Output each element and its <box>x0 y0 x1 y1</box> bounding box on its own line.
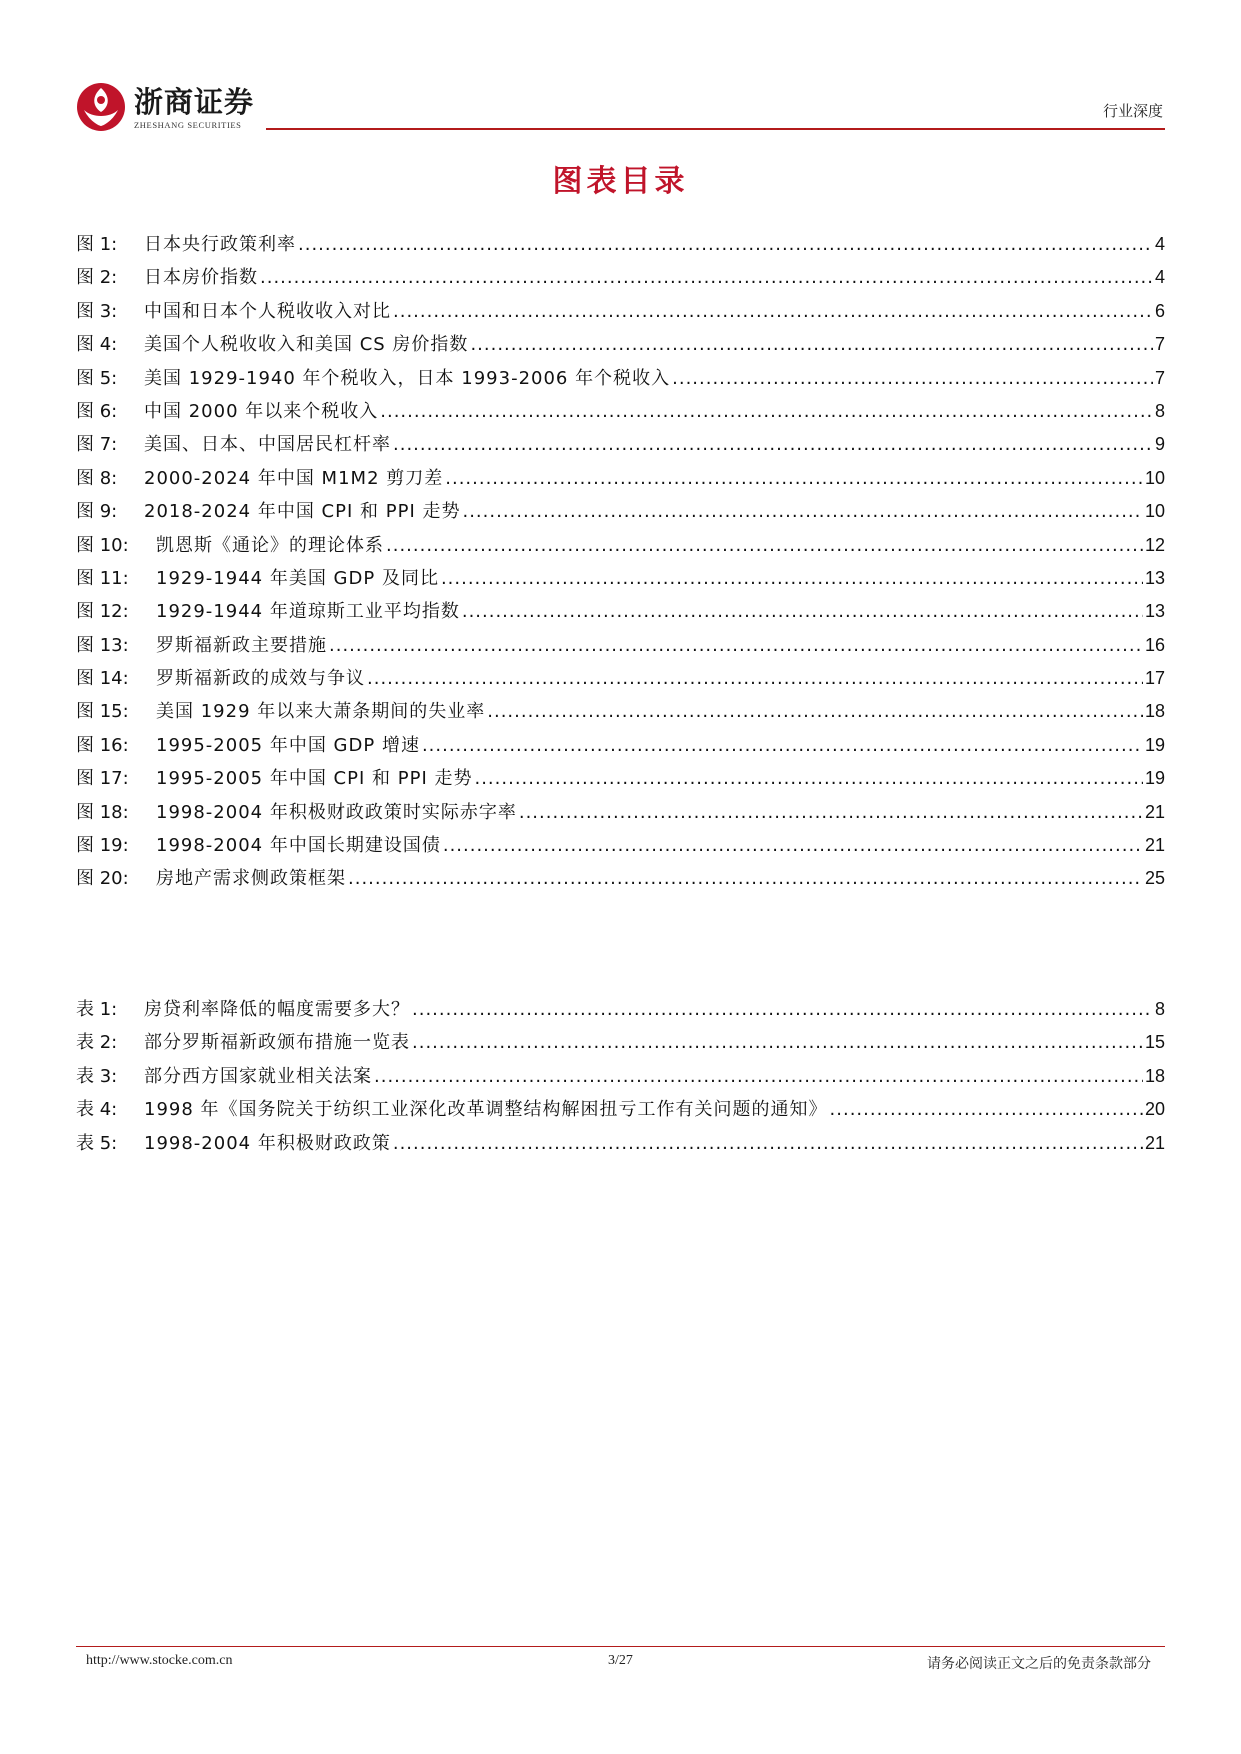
figure-toc-entry[interactable] <box>76 597 1165 630</box>
toc-entry-page[interactable]: 4 <box>1154 267 1165 288</box>
brand-logo <box>76 80 266 136</box>
toc-entry-label: 图 1: <box>76 234 118 255</box>
page-number: 3/27 <box>608 1653 633 1668</box>
figure-toc-entry[interactable] <box>76 697 1165 730</box>
toc-entry-title[interactable]: 罗斯福新政的成效与争议 <box>156 668 365 690</box>
figure-toc-entry[interactable] <box>76 564 1165 597</box>
toc-entry-label: 图 14: <box>76 668 129 690</box>
toc-dot-leader <box>329 635 1143 656</box>
toc-dot-leader <box>441 568 1143 589</box>
toc-entry-title[interactable]: 美国 1929-1940 年个税收入，日本 1993-2006 年个税收入 <box>144 367 671 389</box>
toc-dot-leader <box>393 434 1153 455</box>
brand-name-en: ZHESHANG SECURITIES <box>134 120 242 130</box>
toc-dot-leader <box>445 468 1143 489</box>
figure-toc-entry[interactable] <box>76 731 1165 764</box>
toc-entry-label: 图 18: <box>76 801 129 823</box>
figure-toc-entry[interactable] <box>76 464 1165 497</box>
toc-entry-page[interactable]: 4 <box>1154 234 1165 254</box>
toc-dot-leader <box>412 1032 1143 1053</box>
toc-entry-page[interactable]: 18 <box>1144 701 1165 722</box>
figure-toc-entry[interactable] <box>76 864 1165 897</box>
toc-dot-leader <box>298 234 1153 255</box>
toc-dot-leader <box>374 1066 1143 1087</box>
toc-entry-label: 图 12: <box>76 601 129 623</box>
toc-entry-label: 图 10: <box>76 534 129 556</box>
toc-dot-leader <box>386 535 1143 556</box>
figure-toc-entry[interactable] <box>76 330 1165 363</box>
toc-entry-page[interactable]: 19 <box>1144 734 1165 755</box>
toc-dot-leader <box>470 334 1153 355</box>
figure-toc-entry[interactable] <box>76 230 1165 263</box>
report-section: 行业深度 <box>1102 102 1163 120</box>
table-toc-entry[interactable] <box>76 1095 1165 1128</box>
toc-entry-page[interactable]: 6 <box>1154 300 1165 321</box>
toc-entry-label: 图 6: <box>76 400 118 422</box>
table-toc-entry[interactable] <box>76 995 1165 1028</box>
toc-entry-page[interactable]: 21 <box>1144 835 1165 856</box>
toc-entry-page[interactable]: 21 <box>1144 1132 1165 1153</box>
toc-entry-title[interactable]: 美国、日本、中国居民杠杆率 <box>144 434 391 456</box>
toc-entry-title[interactable]: 中国 2000 年以来个税收入 <box>144 400 379 422</box>
toc-entry-page[interactable]: 8 <box>1154 999 1165 1019</box>
toc-entry-label: 图 11: <box>76 567 129 589</box>
toc-entry-title[interactable]: 美国 1929 年以来大萧条期间的失业率 <box>156 701 486 723</box>
figure-toc-entry[interactable] <box>76 531 1165 564</box>
toc-entry-page[interactable]: 25 <box>1144 868 1165 889</box>
toc-dot-leader <box>422 735 1143 756</box>
toc-entry-title[interactable]: 部分罗斯福新政颁布措施一览表 <box>144 1032 410 1054</box>
toc-entry-page[interactable]: 10 <box>1144 467 1165 488</box>
figure-toc-entry[interactable] <box>76 364 1165 397</box>
toc-entry-label: 表 3: <box>76 1065 118 1087</box>
toc-dot-leader <box>393 1133 1143 1154</box>
toc-entry-page[interactable]: 7 <box>1154 334 1165 355</box>
toc-entry-title[interactable]: 1998-2004 年积极财政政策时实际赤字率 <box>156 801 517 823</box>
toc-entry-label: 图 7: <box>76 434 118 456</box>
toc-entry-page[interactable]: 9 <box>1154 434 1165 455</box>
table-toc-entry[interactable] <box>76 1129 1165 1162</box>
toc-entry-label: 表 4: <box>76 1099 118 1121</box>
toc-entry-label: 图 13: <box>76 634 129 656</box>
toc-entry-title[interactable]: 2000-2024 年中国 M1M2 剪刀差 <box>144 467 444 489</box>
toc-entry-label: 图 3: <box>76 300 118 322</box>
toc-dot-leader <box>462 501 1142 522</box>
toc-entry-label: 表 1: <box>76 999 118 1020</box>
toc-entry-title[interactable]: 凯恩斯《通论》的理论体系 <box>156 534 384 556</box>
table-toc-entry[interactable] <box>76 1062 1165 1095</box>
toc-dot-leader <box>393 301 1153 322</box>
toc-entry-title[interactable]: 房贷利率降低的幅度需要多大？ <box>144 999 410 1020</box>
footer-disclaimer: 请务必阅读正文之后的免责条款部分 <box>927 1656 1151 1672</box>
toc-entry-label: 图 17: <box>76 768 129 790</box>
toc-entry-title[interactable]: 1998-2004 年积极财政政策 <box>144 1132 391 1154</box>
toc-dot-leader <box>260 267 1153 288</box>
brand-name-cn: 浙商证券 <box>134 85 255 119</box>
table-list <box>76 995 1165 1162</box>
toc-entry-title[interactable]: 美国个人税收收入和美国 CS 房价指数 <box>144 334 469 356</box>
toc-entry-page[interactable]: 18 <box>1144 1065 1165 1086</box>
toc-entry-page[interactable]: 15 <box>1144 1032 1165 1053</box>
footer-url-link[interactable]: http://www.stocke.com.cn <box>86 1653 233 1668</box>
toc-entry-title[interactable]: 1929-1944 年道琼斯工业平均指数 <box>156 601 460 623</box>
toc-entry-page[interactable]: 13 <box>1144 567 1165 588</box>
figure-toc-entry[interactable] <box>76 497 1165 530</box>
figure-toc-entry[interactable] <box>76 430 1165 463</box>
toc-entry-page[interactable]: 8 <box>1154 400 1165 421</box>
toc-dot-leader <box>412 999 1153 1020</box>
footer-divider <box>76 1646 1165 1647</box>
toc-dot-leader <box>830 1099 1143 1120</box>
toc-entry-label: 表 5: <box>76 1132 118 1154</box>
toc-entry-label: 图 4: <box>76 334 118 356</box>
toc-entry-label: 图 19: <box>76 835 129 857</box>
toc-entry-page[interactable]: 16 <box>1144 634 1165 655</box>
zheshang-logo-icon <box>76 82 126 132</box>
toc-entry-page[interactable]: 10 <box>1144 501 1165 522</box>
toc-entry-label: 图 5: <box>76 367 118 389</box>
figure-toc-entry[interactable] <box>76 297 1165 330</box>
toc-dot-leader <box>443 835 1143 856</box>
toc-entry-title[interactable]: 1998-2004 年中国长期建设国债 <box>156 835 441 857</box>
toc-entry-page[interactable]: 19 <box>1144 768 1165 789</box>
toc-entry-title[interactable]: 日本央行政策利率 <box>144 234 296 255</box>
toc-entry-title[interactable]: 日本房价指数 <box>144 267 258 289</box>
toc-dot-leader <box>380 401 1153 422</box>
toc-entry-title[interactable]: 房地产需求侧政策框架 <box>156 868 346 890</box>
toc-entry-page[interactable]: 12 <box>1144 534 1165 555</box>
toc-entry-title[interactable]: 1929-1944 年美国 GDP 及同比 <box>156 567 439 589</box>
toc-dot-leader <box>367 668 1143 689</box>
figure-toc-entry[interactable] <box>76 397 1165 430</box>
toc-entry-title[interactable]: 1998 年《国务院关于纺织工业深化改革调整结构解困扭亏工作有关问题的通知》 <box>144 1099 828 1121</box>
toc-entry-title[interactable]: 2018-2024 年中国 CPI 和 PPI 走势 <box>144 501 461 523</box>
table-toc-entry[interactable] <box>76 1028 1165 1061</box>
figure-list <box>76 230 1165 898</box>
toc-entry-page[interactable]: 20 <box>1144 1099 1165 1120</box>
figure-toc-entry[interactable] <box>76 764 1165 797</box>
toc-entry-label: 图 2: <box>76 267 118 289</box>
toc-entry-label: 图 9: <box>76 501 118 523</box>
toc-entry-title[interactable]: 1995-2005 年中国 CPI 和 PPI 走势 <box>156 768 473 790</box>
toc-entry-page[interactable]: 17 <box>1144 668 1165 689</box>
toc-dot-leader <box>462 601 1143 622</box>
toc-entry-label: 图 20: <box>76 868 129 890</box>
toc-entry-page[interactable]: 21 <box>1144 801 1165 822</box>
page-title: 图表目录 <box>552 164 689 199</box>
toc-entry-label: 表 2: <box>76 1032 118 1054</box>
toc-entry-page[interactable]: 7 <box>1154 367 1165 388</box>
toc-entry-page[interactable]: 13 <box>1144 601 1165 622</box>
toc-entry-title[interactable]: 罗斯福新政主要措施 <box>156 634 327 656</box>
toc-dot-leader <box>672 368 1153 389</box>
toc-entry-title[interactable]: 部分西方国家就业相关法案 <box>144 1065 372 1087</box>
header-divider <box>266 128 1165 130</box>
figure-toc-entry[interactable] <box>76 831 1165 864</box>
toc-entry-title[interactable]: 中国和日本个人税收收入对比 <box>144 300 391 322</box>
toc-entry-label: 图 15: <box>76 701 129 723</box>
toc-entry-label: 图 16: <box>76 734 129 756</box>
toc-entry-label: 图 8: <box>76 467 118 489</box>
figure-toc-entry[interactable] <box>76 631 1165 664</box>
toc-entry-title[interactable]: 1995-2005 年中国 GDP 增速 <box>156 734 420 756</box>
toc-dot-leader <box>348 868 1143 889</box>
toc-dot-leader <box>487 701 1143 722</box>
figure-toc-entry[interactable] <box>76 798 1165 831</box>
figure-toc-entry[interactable] <box>76 664 1165 697</box>
toc-dot-leader <box>519 802 1143 823</box>
toc-dot-leader <box>474 768 1142 789</box>
figure-toc-entry[interactable] <box>76 263 1165 296</box>
